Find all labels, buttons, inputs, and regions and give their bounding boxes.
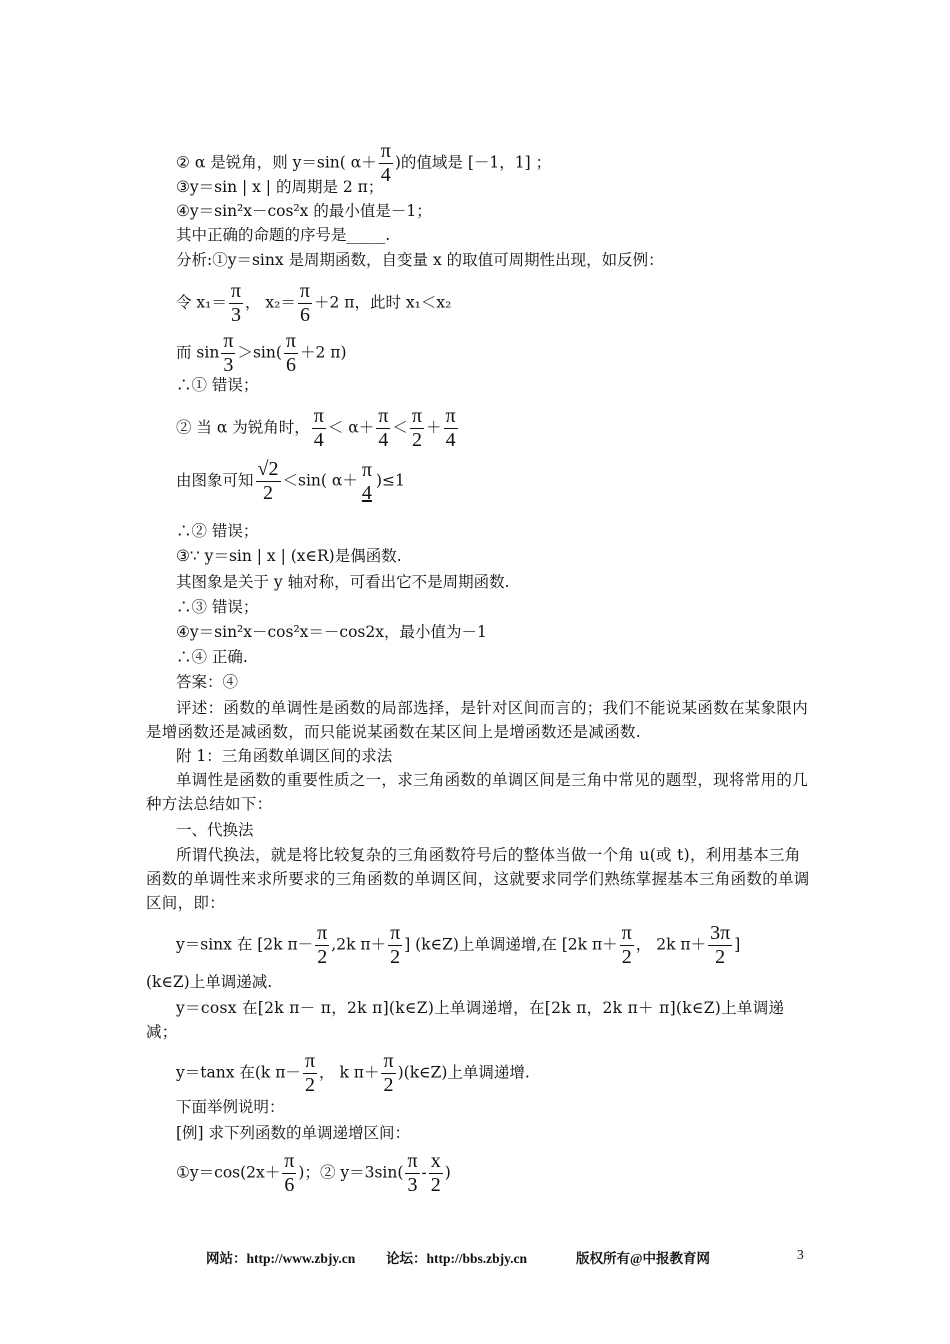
example-functions: ①y＝cos(2x＋ $\frac{\pi}{6}$ )；② y＝3sin( $\frac{\pi}{3}$ - $\frac{x}{2}$ ) [176, 1150, 451, 1196]
statement-3: ③y＝sin | x | 的周期是 2 π； [176, 178, 384, 196]
text: )的值域是 [－1，1] ； [394, 153, 552, 172]
fraction: $\frac{\pi}{4}$ [380, 140, 391, 186]
text: ② α 是锐角，则 y＝sin( α＋ [176, 153, 377, 172]
method-heading: 一、代换法 [176, 821, 254, 839]
tan-monotonic-line: y＝tanx 在(k π－ $\frac{\pi}{2}$ ， k π＋ $\frac{\pi}{2}$ )(k∈Z)上单调递增. [176, 1050, 530, 1096]
example-intro: 下面举例说明： [176, 1098, 285, 1116]
footer-forum-link[interactable]: 论坛：http://bbs.zbjy.cn [386, 1251, 528, 1266]
conclusion-1: ∴① 错误； [176, 376, 259, 394]
footer-site-link[interactable]: 网站：http://www.zbjy.cn [206, 1251, 356, 1266]
answer: 答案：④ [176, 673, 239, 691]
substitution-paragraph: 所谓代换法，就是将比较复杂的三角函数符号后的整体当做一个角 u(或 t)，利用基本三角函数的单调性来求所要求的三角函数的单调区间，这就要求同学们熟练掌握基本三角函数的单调区间，即： [146, 846, 810, 912]
statement-4-analysis: ④y＝sin²x－cos²x＝－cos2x，最小值为－1 [176, 623, 487, 641]
intro-paragraph: 单调性是函数的重要性质之一，求三角函数的单调区间是三角中常见的题型，现将常用的几种方法总结如下： [146, 771, 809, 813]
conclusion-4: ∴④ 正确. [176, 648, 248, 666]
counter-example-line: 令 x₁＝ $\frac{\pi}{3}$ ， x₂＝ $\frac{\pi}{6}$ ＋2 π，此时 x₁＜x₂ [176, 280, 452, 326]
conclusion-3: ∴③ 错误； [176, 598, 259, 616]
appendix-title: 附 1：三角函数单调区间的求法 [176, 747, 393, 765]
cos-monotonic-line: y＝cosx 在[2k π－ π，2k π](k∈Z)上单调递增，在[2k π，2k π＋ π](k∈Z)上单调递减； [146, 999, 785, 1041]
analysis-line: 分析:①y＝sinx 是周期函数，自变量 x 的取值可周期性出现，如反例： [176, 251, 664, 269]
conclusion-2: ∴② 错误； [176, 522, 259, 540]
example-title: [例] 求下列函数的单调递增区间： [176, 1124, 411, 1142]
question-line: 其中正确的命题的序号是_____. [176, 226, 391, 244]
comment-paragraph: 评述：函数的单调性是函数的局部选择，是针对区间而言的；我们不能说某函数在某象限内是增函数还是减函数，而只能说某函数在某区间上是增函数还是减函数. [146, 699, 809, 741]
sin-monotonic-line: y＝sinx 在 [2k π－ $\frac{\pi}{2}$ ,2k π＋ $\frac{\pi}{2}$ ] (k∈Z)上单调递增,在 [2k π＋ $\frac{\pi}{2}$ ， 2k π＋ $\frac{3\pi}{2}$ ] [176, 922, 741, 968]
footer-copyright: 版权所有@中报教育网 [576, 1251, 711, 1266]
symmetry-line: 其图象是关于 y 轴对称，可看出它不是周期函数. [176, 573, 510, 591]
sin-decreasing-line: (k∈Z)上单调递减. [146, 973, 273, 991]
graph-line: 由图象可知 $\frac{√2}{2}$ ＜sin( α＋ π 4 )≤1 [176, 458, 405, 504]
page-number: 3 [797, 1247, 804, 1262]
even-function-line: ③∵ y＝sin | x | (x∈R)是偶函数. [176, 547, 402, 565]
statement-4: ④y＝sin²x－cos²x 的最小值是－1； [176, 202, 432, 220]
sin-compare-line: 而 sin $\frac{\pi}{3}$ ＞sin( $\frac{\pi}{6}$ ＋2 π) [176, 330, 347, 376]
acute-angle-line: ② 当 α 为锐角时， $\frac{\pi}{4}$ ＜ α＋ $\frac{\pi}{4}$ ＜ $\frac{\pi}{2}$ ＋ $\frac{\pi}{4}$ [176, 405, 456, 451]
